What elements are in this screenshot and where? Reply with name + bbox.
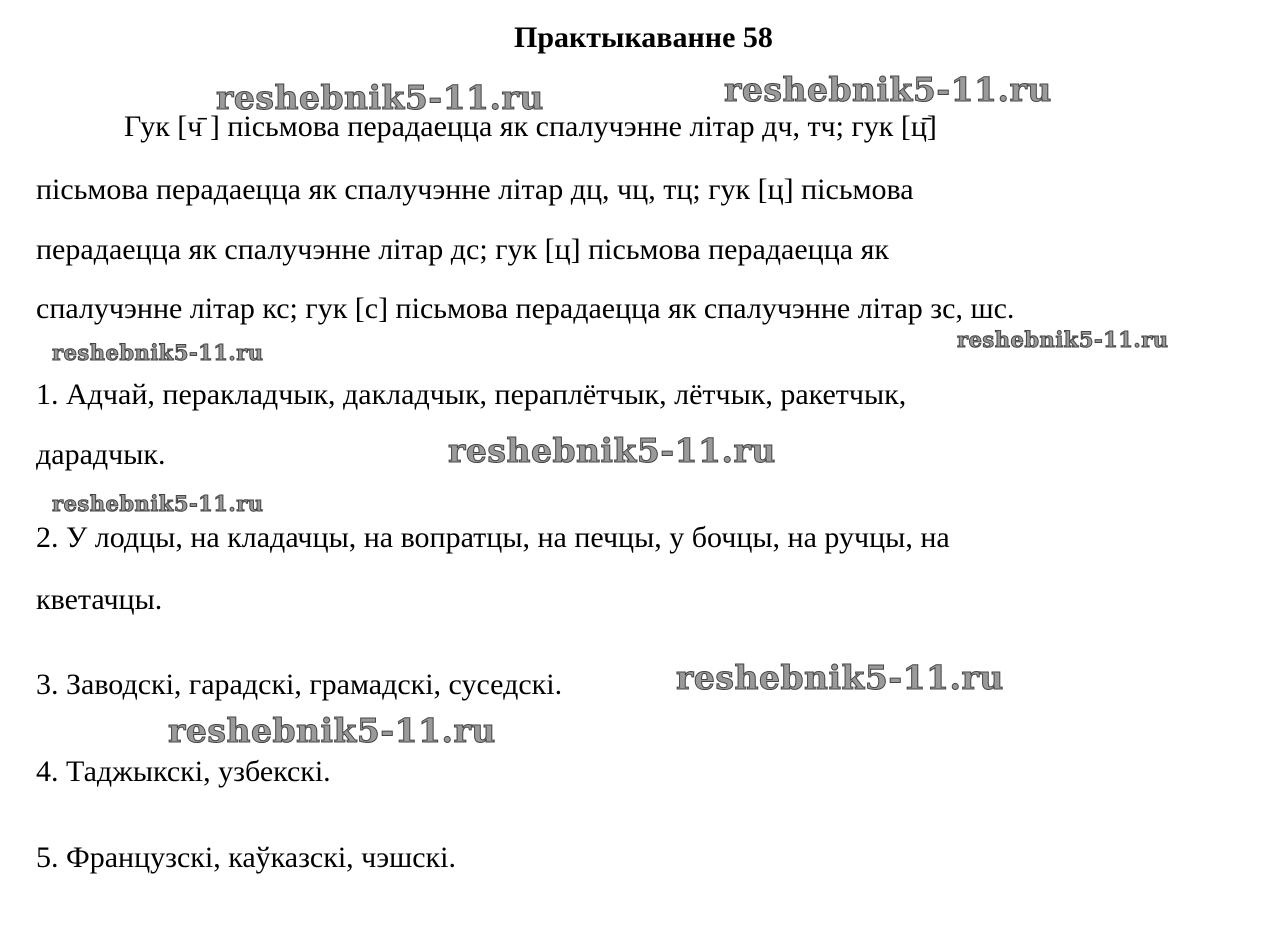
exercise-item-4: 4. Таджыкскі, узбекскі. (36, 755, 331, 788)
watermark: reshebnik5-11.ru (676, 658, 1004, 697)
watermark: reshebnik5-11.ru (52, 491, 264, 516)
rule-line-2: пісьмова перадаецца як спалучэнне літар дц, чц, тц; гук [ц] пісьмова (36, 173, 914, 206)
rule-line-1: Гук [ч̄ ] пісьмова перадаецца як спалучэнне літар дч, тч; гук [ц̄] (124, 110, 937, 143)
watermark: reshebnik5-11.ru (216, 78, 544, 117)
exercise-item-3: 3. Заводскі, гарадскі, грамадскі, суседскі. (36, 668, 563, 701)
watermark: reshebnik5-11.ru (957, 327, 1169, 352)
watermark: reshebnik5-11.ru (724, 70, 1052, 109)
exercise-item-5: 5. Французскі, каўказскі, чэшскі. (36, 841, 456, 874)
exercise-item-1-line-2: дарадчык. (36, 438, 166, 471)
watermark: reshebnik5-11.ru (168, 711, 496, 750)
exercise-item-2-line-2: кветачцы. (36, 583, 163, 616)
rule-line-3: перадаецца як спалучэнне літар дс; гук [ц] пісьмова перадаецца як (36, 233, 889, 266)
exercise-item-1-line-1: 1. Адчай, перакладчык, дакладчык, пераплётчык, лётчык, ракетчык, (36, 378, 907, 411)
page-title: Практыкаванне 58 (514, 21, 773, 54)
watermark: reshebnik5-11.ru (52, 340, 264, 365)
rule-line-4: спалучэнне літар кс; гук [с] пісьмова перадаецца як спалучэнне літар зс, шс. (36, 292, 1015, 325)
watermark: reshebnik5-11.ru (448, 431, 776, 470)
exercise-item-2-line-1: 2. У лодцы, на кладачцы, на вопратцы, на печцы, у бочцы, на ручцы, на (36, 521, 950, 554)
